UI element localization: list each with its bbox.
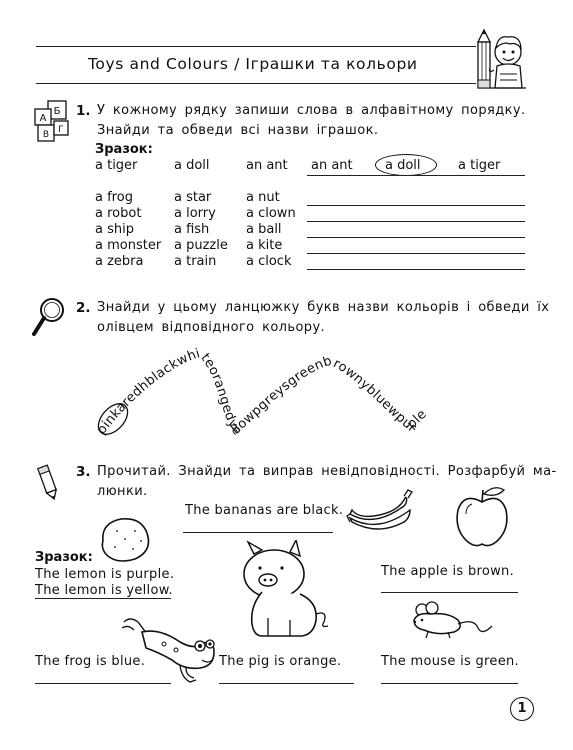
- task1-answer-line[interactable]: [307, 253, 525, 254]
- frog-illustration: [120, 608, 220, 688]
- task3-instruction-line1: Прочитай. Знайди та виправ невідповідності. Розфарбуй ма-: [97, 464, 557, 479]
- task3-number: 3.: [76, 464, 91, 480]
- pig-illustration: [232, 540, 336, 644]
- task3-instruction-line2: люнки.: [97, 484, 148, 499]
- task1-example-answer2: a doll: [385, 158, 421, 173]
- apple-illustration: [450, 484, 514, 552]
- task1-word: a clown: [246, 206, 296, 221]
- alphabet-blocks-icon: [32, 99, 72, 145]
- task1-instruction-line2: Знайди та обведи всі назви іграшок.: [97, 123, 379, 138]
- task1-answer-line[interactable]: [307, 269, 525, 270]
- task1-example-word1: a tiger: [95, 158, 138, 173]
- task1-word: a puzzle: [174, 238, 228, 253]
- task3-example-wrong: The lemon is purple.: [35, 567, 175, 582]
- task1-word: a zebra: [95, 254, 144, 269]
- task1-answer-line[interactable]: [307, 237, 525, 238]
- page-title: Toys and Colours / Іграшки та кольори: [88, 55, 418, 73]
- task1-word: a kite: [246, 238, 283, 253]
- pig-answer-line[interactable]: [219, 683, 354, 684]
- mouse-illustration: [408, 600, 498, 642]
- bananas-sentence: The bananas are black.: [185, 503, 344, 518]
- task2-instruction-line2: олівцем відповідного кольору.: [97, 320, 326, 335]
- task3-example-line: [35, 598, 171, 599]
- svg-text:Г: Г: [58, 125, 64, 135]
- header-bottom-rule: [36, 83, 476, 84]
- task1-answer-line[interactable]: [307, 221, 525, 222]
- task1-word: a frog: [95, 190, 133, 205]
- pencil-icon: [34, 462, 62, 502]
- apple-answer-line[interactable]: [381, 592, 518, 593]
- task2-number: 2.: [76, 300, 91, 316]
- svg-text:В: В: [42, 130, 50, 140]
- task1-word: a nut: [246, 190, 280, 205]
- pig-sentence: The pig is orange.: [219, 654, 342, 669]
- boy-with-pencil-illustration: [470, 22, 532, 94]
- color-letter-chain[interactable]: [85, 335, 535, 450]
- header-top-rule: [36, 46, 476, 47]
- task3-example-right: The lemon is yellow.: [35, 583, 173, 598]
- task1-word: a ball: [246, 222, 282, 237]
- mouse-answer-line[interactable]: [381, 683, 518, 684]
- task1-example-answer1: an ant: [311, 158, 353, 173]
- task1-word: a robot: [95, 206, 142, 221]
- bananas-illustration: [344, 488, 416, 532]
- task1-word: a clock: [246, 254, 292, 269]
- task1-word: a lorry: [174, 206, 216, 221]
- task1-number: 1.: [76, 103, 91, 119]
- svg-text:А: А: [39, 113, 47, 124]
- task1-answer-line[interactable]: [307, 205, 525, 206]
- task1-word: a train: [174, 254, 217, 269]
- task1-word: a monster: [95, 238, 162, 253]
- apple-sentence: The apple is brown.: [381, 564, 515, 579]
- task1-word: a star: [174, 190, 212, 205]
- frog-sentence: The frog is blue.: [35, 654, 146, 669]
- mouse-sentence: The mouse is green.: [381, 654, 519, 669]
- task3-example-label: Зразок:: [35, 550, 93, 565]
- task1-word: a fish: [174, 222, 210, 237]
- page-number: 1: [517, 701, 527, 716]
- task1-word: a ship: [95, 222, 134, 237]
- task1-example-word3: an ant: [246, 158, 288, 173]
- svg-text:Б: Б: [53, 106, 61, 117]
- chain-text: pinkaredhblackwhiteorangedyellowpgreysgreenbrownybluewpurple: [94, 346, 430, 439]
- lemon-illustration: [95, 513, 155, 565]
- task1-instruction-line1: У кожному рядку запиши слова в алфавітному порядку.: [97, 103, 526, 118]
- task1-example-answer3: a tiger: [458, 158, 501, 173]
- task1-example-answer-line: [307, 175, 525, 176]
- task2-instruction-line1: Знайди у цьому ланцюжку букв назви кольорів і обведи їх: [97, 300, 550, 315]
- magnifying-glass-icon: [30, 296, 70, 340]
- task1-example-word2: a doll: [174, 158, 210, 173]
- page-number-badge: [510, 697, 534, 721]
- frog-answer-line[interactable]: [35, 683, 171, 684]
- bananas-answer-line[interactable]: [183, 532, 333, 533]
- task1-example-label: Зразок:: [95, 142, 153, 157]
